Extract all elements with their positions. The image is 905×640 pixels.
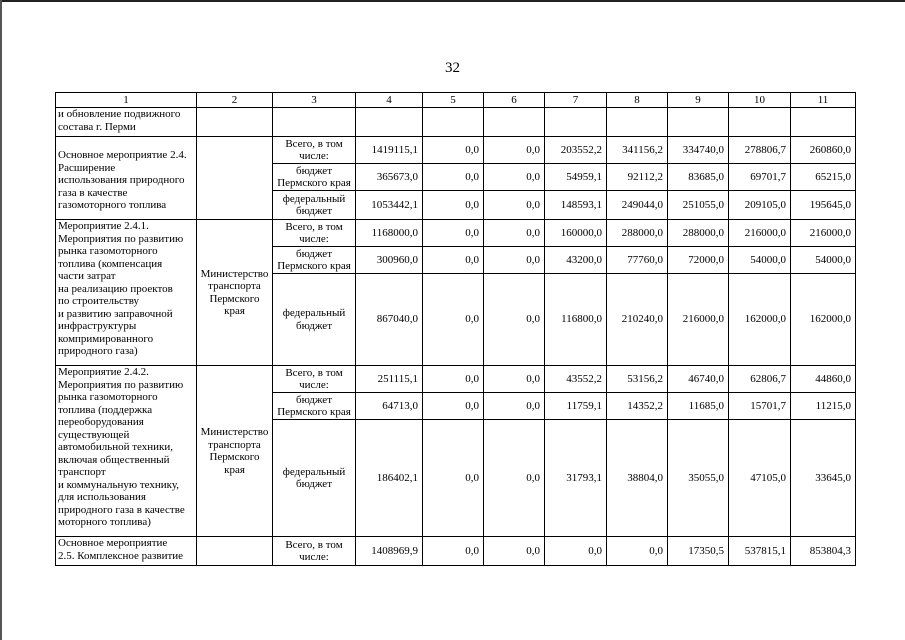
amount-cell: 0,0 [423,220,484,247]
funding-source [273,537,356,566]
table-row [56,108,856,137]
amount-cell: 54000,0 [729,247,791,274]
activity-name-cell [56,108,197,137]
amount-cell: 0,0 [423,537,484,566]
empty-cell [273,108,356,137]
amount-cell: 365673,0 [356,164,423,191]
amount-cell: 260860,0 [791,137,856,164]
amount-cell: 300960,0 [356,247,423,274]
funding-source-label: Всего, в том числе: [285,220,343,245]
amount-cell: 216000,0 [791,220,856,247]
amount-cell: 1419115,1 [356,137,423,164]
amount-cell: 216000,0 [668,274,729,366]
empty-cell [197,108,273,137]
amount-cell: 867040,0 [356,274,423,366]
funding-source-label: федеральный бюджет [282,192,346,217]
amount-cell: 38804,0 [607,420,668,537]
funding-source-label: Всего, в том числе: [285,366,343,391]
amount-cell: 0,0 [484,274,545,366]
funding-source [273,220,356,247]
amount-cell: 77760,0 [607,247,668,274]
amount-cell: 35055,0 [668,420,729,537]
activity-name: и обновление подвижного состава г. Перми [58,108,181,133]
amount-cell: 15701,7 [729,393,791,420]
column-header: 9 [668,93,729,108]
amount-cell: 0,0 [423,164,484,191]
amount-cell: 17350,5 [668,537,729,566]
empty-cell [729,108,791,137]
amount-cell: 334740,0 [668,137,729,164]
amount-cell: 72000,0 [668,247,729,274]
amount-cell: 0,0 [423,366,484,393]
amount-cell: 47105,0 [729,420,791,537]
activity-name: Основное мероприятие 2.4. Расширение использования природного газа в качестве газомоторного топлива [58,149,187,211]
executor-cell [197,137,273,220]
amount-cell: 11215,0 [791,393,856,420]
column-header: 5 [423,93,484,108]
funding-source-label: федеральный бюджет [282,465,346,490]
amount-cell: 54959,1 [545,164,607,191]
amount-cell: 288000,0 [668,220,729,247]
executor-cell [197,537,273,566]
column-header: 11 [791,93,856,108]
activity-name: Мероприятие 2.4.2. Мероприятия по развитию рынка газомоторного топлива (поддержка переоборудования существующей автомобильной техники, включая общественный транспорт и коммунальную технику, для использования природного газа в качестве моторного топлива) [58,366,185,528]
amount-cell: 160000,0 [545,220,607,247]
amount-cell: 0,0 [484,537,545,566]
amount-cell: 65215,0 [791,164,856,191]
funding-source-label: Всего, в том числе: [285,538,343,563]
budget-table [55,92,856,566]
amount-cell: 216000,0 [729,220,791,247]
amount-cell: 1408969,9 [356,537,423,566]
amount-cell: 46740,0 [668,366,729,393]
empty-cell [668,108,729,137]
funding-source-label: бюджет Пермского края [277,393,351,418]
amount-cell: 1053442,1 [356,191,423,220]
amount-cell: 251055,0 [668,191,729,220]
amount-cell: 537815,1 [729,537,791,566]
funding-source [273,164,356,191]
amount-cell: 341156,2 [607,137,668,164]
funding-source [273,191,356,220]
amount-cell: 43552,2 [545,366,607,393]
amount-cell: 14352,2 [607,393,668,420]
amount-cell: 0,0 [484,393,545,420]
empty-cell [791,108,856,137]
amount-cell: 0,0 [484,220,545,247]
amount-cell: 11759,1 [545,393,607,420]
table-row [56,220,856,247]
amount-cell: 162000,0 [729,274,791,366]
empty-cell [423,108,484,137]
activity-name-cell [56,537,197,566]
column-header: 10 [729,93,791,108]
amount-cell: 186402,1 [356,420,423,537]
amount-cell: 0,0 [484,164,545,191]
empty-cell [607,108,668,137]
amount-cell: 209105,0 [729,191,791,220]
activity-name-cell [56,366,197,537]
amount-cell: 148593,1 [545,191,607,220]
amount-cell: 0,0 [423,191,484,220]
amount-cell: 11685,0 [668,393,729,420]
executor-name: Министерство транспорта Пермского края [200,267,269,317]
amount-cell: 210240,0 [607,274,668,366]
table-row [56,537,856,566]
amount-cell: 54000,0 [791,247,856,274]
amount-cell: 0,0 [607,537,668,566]
table-body [56,93,856,566]
amount-cell: 53156,2 [607,366,668,393]
funding-source [273,247,356,274]
activity-name: Мероприятие 2.4.1. Мероприятия по развитию рынка газомоторного топлива (компенсация части затрат на реализацию проектов по строительству и развитию заправочной инфраструктуры компримированного природного газа) [58,220,184,357]
scan-edge-left [0,0,2,640]
amount-cell: 69701,7 [729,164,791,191]
amount-cell: 0,0 [423,420,484,537]
amount-cell: 195645,0 [791,191,856,220]
amount-cell: 203552,2 [545,137,607,164]
activity-name: Основное мероприятие 2.5. Комплексное развитие [58,537,184,562]
table-row [56,137,856,164]
amount-cell: 0,0 [484,420,545,537]
amount-cell: 0,0 [423,247,484,274]
amount-cell: 0,0 [484,137,545,164]
amount-cell: 83685,0 [668,164,729,191]
empty-cell [484,108,545,137]
column-header: 1 [56,93,197,108]
activity-name-cell [56,220,197,366]
amount-cell: 62806,7 [729,366,791,393]
activity-name-cell [56,137,197,220]
amount-cell: 43200,0 [545,247,607,274]
empty-cell [356,108,423,137]
empty-cell [545,108,607,137]
amount-cell: 0,0 [423,274,484,366]
page-number: 32 [445,60,460,76]
funding-source-label: бюджет Пермского края [277,247,351,272]
amount-cell: 853804,3 [791,537,856,566]
funding-source [273,366,356,393]
funding-source [273,137,356,164]
scan-edge-top [0,0,905,2]
amount-cell: 288000,0 [607,220,668,247]
amount-cell: 44860,0 [791,366,856,393]
amount-cell: 251115,1 [356,366,423,393]
executor-cell [197,220,273,366]
column-header: 4 [356,93,423,108]
funding-source [273,274,356,366]
amount-cell: 31793,1 [545,420,607,537]
amount-cell: 0,0 [545,537,607,566]
column-header: 3 [273,93,356,108]
funding-source [273,393,356,420]
column-header: 2 [197,93,273,108]
amount-cell: 162000,0 [791,274,856,366]
amount-cell: 278806,7 [729,137,791,164]
amount-cell: 0,0 [423,393,484,420]
funding-source-label: федеральный бюджет [282,307,346,332]
column-header: 7 [545,93,607,108]
column-header: 6 [484,93,545,108]
executor-cell [197,366,273,537]
amount-cell: 0,0 [484,191,545,220]
amount-cell: 0,0 [484,247,545,274]
amount-cell: 116800,0 [545,274,607,366]
amount-cell: 0,0 [423,137,484,164]
column-header: 8 [607,93,668,108]
header-row [56,93,856,108]
funding-source-label: бюджет Пермского края [277,164,351,189]
executor-name: Министерство транспорта Пермского края [200,426,269,476]
amount-cell: 92112,2 [607,164,668,191]
amount-cell: 1168000,0 [356,220,423,247]
amount-cell: 249044,0 [607,191,668,220]
amount-cell: 0,0 [484,366,545,393]
table-row [56,366,856,393]
amount-cell: 33645,0 [791,420,856,537]
amount-cell: 64713,0 [356,393,423,420]
funding-source [273,420,356,537]
funding-source-label: Всего, в том числе: [285,137,343,162]
